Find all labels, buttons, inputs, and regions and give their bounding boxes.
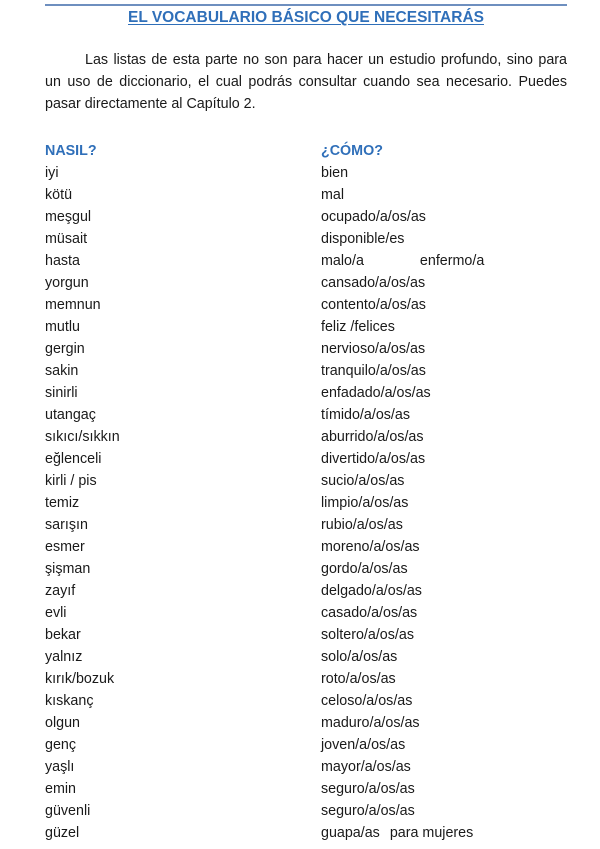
spanish-translation xyxy=(321,756,411,778)
spanish-translation xyxy=(321,294,426,316)
turkish-word: mutlu xyxy=(45,319,80,335)
turkish-word: kirli / pis xyxy=(45,473,97,489)
vocabulary-row xyxy=(45,426,565,448)
spanish-translation xyxy=(321,338,425,360)
turkish-word: iyi xyxy=(45,165,59,181)
vocabulary-row xyxy=(45,646,565,668)
turkish-word: kötü xyxy=(45,187,73,203)
vocabulary-row xyxy=(45,602,565,624)
vocabulary-row xyxy=(45,404,565,426)
spanish-translation xyxy=(321,668,396,690)
vocabulary-row xyxy=(45,536,565,558)
spanish-word: guapa/as xyxy=(321,825,380,841)
vocabulary-row xyxy=(45,492,565,514)
vocabulary-row xyxy=(45,690,565,712)
vocabulary-row xyxy=(45,294,565,316)
vocabulary-row xyxy=(45,228,565,250)
vocabulary-row xyxy=(45,162,565,184)
vocabulary-row xyxy=(45,624,565,646)
spanish-word: gordo/a/os/as xyxy=(321,561,408,577)
spanish-word: maduro/a/os/as xyxy=(321,715,420,731)
spanish-translation xyxy=(321,382,431,404)
spanish-word-note: para mujeres xyxy=(389,825,474,841)
turkish-word: temiz xyxy=(45,495,80,511)
spanish-translation xyxy=(321,162,348,184)
spanish-word: solo/a/os/as xyxy=(321,649,398,665)
spanish-translation xyxy=(321,426,424,448)
turkish-word: güzel xyxy=(45,825,80,841)
turkish-word: olgun xyxy=(45,715,80,731)
spanish-word: tímido/a/os/as xyxy=(321,407,410,423)
vocabulary-row xyxy=(45,734,565,756)
turkish-word: müsait xyxy=(45,231,88,247)
vocabulary-row xyxy=(45,514,565,536)
vocabulary-row xyxy=(45,338,565,360)
spanish-translation xyxy=(321,470,404,492)
vocabulary-row xyxy=(45,448,565,470)
spanish-word: rubio/a/os/as xyxy=(321,517,403,533)
spanish-translation xyxy=(321,448,425,470)
spanish-word: limpio/a/os/as xyxy=(321,495,409,511)
turkish-word: hasta xyxy=(45,253,80,269)
turkish-word: sıkıcı/sıkkın xyxy=(45,429,120,445)
spanish-translation xyxy=(321,690,412,712)
spanish-word: casado/a/os/as xyxy=(321,605,418,621)
spanish-translation xyxy=(321,558,408,580)
spanish-word: disponible/es xyxy=(321,231,405,247)
page-title: EL VOCABULARIO BÁSICO QUE NECESITARÁS xyxy=(128,9,484,26)
top-rule xyxy=(45,4,567,6)
spanish-translation xyxy=(321,778,415,800)
spanish-word: joven/a/os/as xyxy=(321,737,406,753)
intro-paragraph: Las listas de esta parte no son para hacer un estudio profundo, sino para un uso de diccionario, el cual podrás consultar cuando sea necesario. Puedes pasar directamente al Capítulo 2. xyxy=(45,52,567,112)
turkish-word: sarışın xyxy=(45,517,88,533)
turkish-word: bekar xyxy=(45,627,81,643)
turkish-word: şişman xyxy=(45,561,91,577)
spanish-word: soltero/a/os/as xyxy=(321,627,414,643)
spanish-translation xyxy=(321,712,420,734)
turkish-word: eğlenceli xyxy=(45,451,102,467)
turkish-word: utangaç xyxy=(45,407,96,423)
turkish-word: memnun xyxy=(45,297,101,313)
vocabulary-row xyxy=(45,756,565,778)
turkish-word: evli xyxy=(45,605,67,621)
turkish-word: sinirli xyxy=(45,385,78,401)
spanish-translation xyxy=(321,646,397,668)
vocabulary-table xyxy=(45,140,565,844)
vocabulary-row xyxy=(45,712,565,734)
spanish-word: mal xyxy=(321,187,345,203)
spanish-word: roto/a/os/as xyxy=(321,671,396,687)
spanish-translation xyxy=(321,602,417,624)
spanish-word: nervioso/a/os/as xyxy=(321,341,426,357)
turkish-word: zayıf xyxy=(45,583,76,599)
spanish-word: ocupado/a/os/as xyxy=(321,209,426,225)
spanish-translation xyxy=(321,404,410,426)
spanish-translation xyxy=(321,580,422,602)
vocabulary-row xyxy=(45,360,565,382)
spanish-translation xyxy=(321,624,414,646)
spanish-translation xyxy=(321,800,415,822)
vocabulary-row xyxy=(45,206,565,228)
spanish-word: aburrido/a/os/as xyxy=(321,429,424,445)
spanish-column-header: ¿CÓMO? xyxy=(321,143,383,159)
vocabulary-row xyxy=(45,470,565,492)
spanish-word: divertido/a/os/as xyxy=(321,451,426,467)
turkish-word: sakin xyxy=(45,363,79,379)
spanish-translation xyxy=(321,822,473,844)
vocabulary-row xyxy=(45,184,565,206)
vocabulary-row xyxy=(45,316,565,338)
spanish-word-note: enfermo/a xyxy=(419,253,485,269)
spanish-translation xyxy=(321,514,403,536)
vocabulary-header-row xyxy=(45,140,565,162)
spanish-word: malo/a xyxy=(321,253,364,269)
turkish-word: genç xyxy=(45,737,77,753)
turkish-word: kırık/bozuk xyxy=(45,671,115,687)
turkish-word: esmer xyxy=(45,539,85,555)
vocabulary-row xyxy=(45,668,565,690)
spanish-translation xyxy=(321,250,484,272)
spanish-translation xyxy=(321,734,405,756)
spanish-word: mayor/a/os/as xyxy=(321,759,411,775)
spanish-word: seguro/a/os/as xyxy=(321,803,415,819)
spanish-word: moreno/a/os/as xyxy=(321,539,420,555)
spanish-word: enfadado/a/os/as xyxy=(321,385,431,401)
vocabulary-row xyxy=(45,778,565,800)
spanish-word: seguro/a/os/as xyxy=(321,781,415,797)
spanish-translation xyxy=(321,492,408,514)
turkish-word: gergin xyxy=(45,341,85,357)
spanish-word: bien xyxy=(321,165,349,181)
turkish-word: yaşlı xyxy=(45,759,75,775)
spanish-translation xyxy=(321,272,425,294)
turkish-word: yalnız xyxy=(45,649,83,665)
spanish-word: celoso/a/os/as xyxy=(321,693,413,709)
spanish-translation xyxy=(321,316,395,338)
vocabulary-row xyxy=(45,250,565,272)
turkish-word: güvenli xyxy=(45,803,91,819)
spanish-word: contento/a/os/as xyxy=(321,297,426,313)
vocabulary-row xyxy=(45,272,565,294)
vocabulary-row xyxy=(45,382,565,404)
spanish-translation xyxy=(321,536,420,558)
turkish-word: kıskanç xyxy=(45,693,94,709)
spanish-translation xyxy=(321,360,426,382)
turkish-column-header: NASIL? xyxy=(45,143,97,159)
vocabulary-row xyxy=(45,800,565,822)
vocabulary-row xyxy=(45,822,565,844)
spanish-word: sucio/a/os/as xyxy=(321,473,405,489)
spanish-word: tranquilo/a/os/as xyxy=(321,363,426,379)
spanish-translation xyxy=(321,206,426,228)
spanish-translation xyxy=(321,184,344,206)
spanish-word: cansado/a/os/as xyxy=(321,275,426,291)
turkish-word: yorgun xyxy=(45,275,89,291)
turkish-word: meşgul xyxy=(45,209,92,225)
spanish-word: feliz /felices xyxy=(321,319,395,335)
turkish-word: emin xyxy=(45,781,76,797)
vocabulary-row xyxy=(45,558,565,580)
spanish-translation xyxy=(321,228,404,250)
vocabulary-row xyxy=(45,580,565,602)
spanish-word: delgado/a/os/as xyxy=(321,583,422,599)
